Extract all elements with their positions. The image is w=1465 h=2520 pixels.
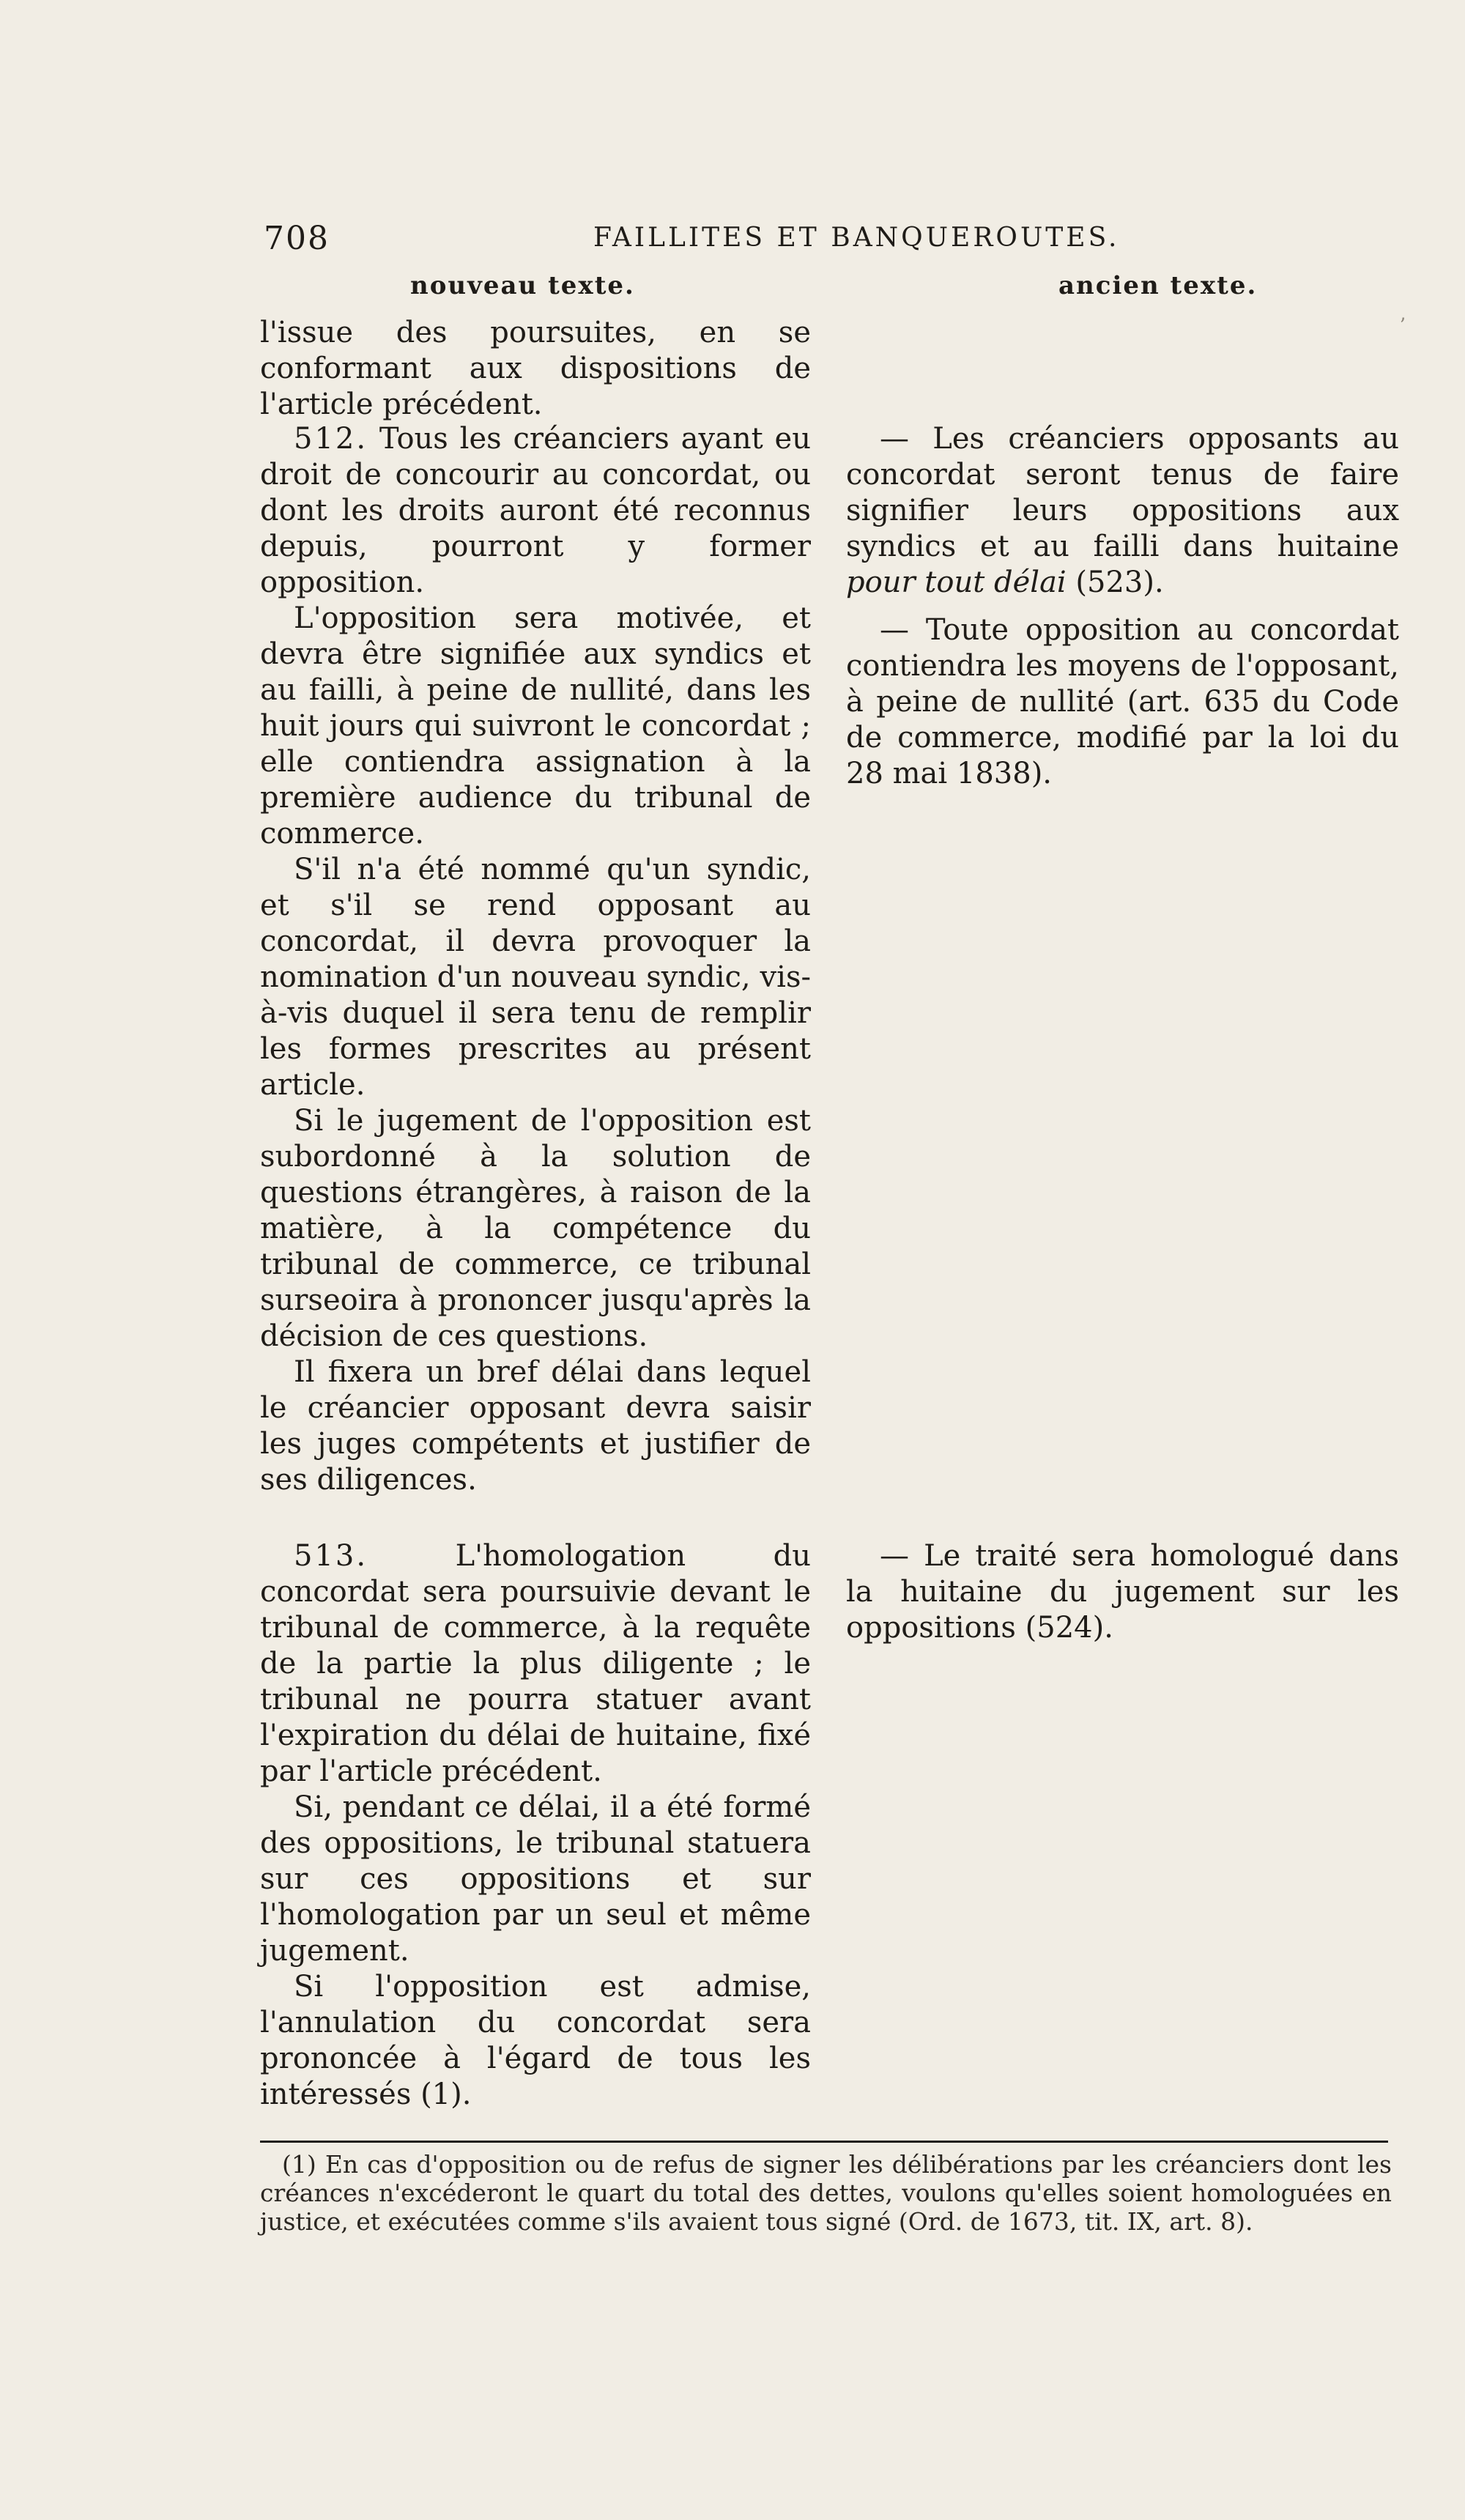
paragraph: Si, pendant ce délai, il a été formé des oppositions, le tribunal statuera sur ces oppositions et sur l'homologation par un seul et même jugement. [260,1790,811,1968]
paragraph: — Le traité sera homologué dans la huitaine du jugement sur les oppositions (524). [846,1539,1399,1645]
article-number: 512. [294,422,368,456]
left-column-article-512 [260,421,811,1498]
left-column-article-513 [260,1538,811,2113]
left-column-heading: nouveau texte. [410,271,635,300]
paragraph: S'il n'a été nommé qu'un syndic, et s'il se rend opposant au concordat, il devra provoquer la nomination d'un nouveau syndic, vis-à-vis duquel il sera tenu de remplir les formes prescrites au présent article. [260,853,811,1102]
paragraph: — Toute opposition au concordat contiendra les moyens de l'opposant, à peine de nullité (art. 635 du Code de commerce, modifié par la loi du 28 mai 1838). [846,613,1399,790]
text: — Les créanciers opposants au concordat seront tenus de faire signifier leurs oppositions aux syndics et au failli dans huitaine [846,422,1399,563]
paragraph: L'opposition sera motivée, et devra être signifiée aux syndics et au failli, à peine de nullité, dans les huit jours qui suivront le concordat ; elle contiendra assignation à la première audience du tribunal de commerce. [260,601,811,850]
article-512 [260,421,811,601]
article-text: L'homologation du concordat sera poursuivie devant le tribunal de commerce, à la requête de la partie la plus diligente ; le tribunal ne pourra statuer avant l'expiration du délai de huitaine, fixé par l'article précédent. [260,1539,811,1788]
footnote [260,2150,1392,2236]
right-column-lower [846,1538,1399,1646]
footnote-divider [260,2141,1388,2143]
ink-mark: ʼ [1399,315,1406,337]
page-header [264,220,1392,264]
paragraph: Il fixera un bref délai dans lequel le créancier opposant devra saisir les juges compétents et justifier de ses diligences. [260,1355,811,1497]
right-column-upper [846,421,1399,792]
right-column-heading: ancien texte. [1058,271,1258,300]
text: (523). [1066,566,1164,599]
article-text: Tous les créanciers ayant eu droit de concourir au concordat, ou dont les droits auront été reconnus depuis, pourront y former opposition. [260,422,811,599]
page-number: 708 [264,220,330,257]
article-number: 513. [294,1539,368,1573]
paragraph: Si l'opposition est admise, l'annulation du concordat sera prononcée à l'égard de tous les intéressés (1). [260,1970,811,2111]
footnote-text: (1) En cas d'opposition ou de refus de signer les délibérations par les créanciers dont les créances n'excéderont le quart du total des dettes, voulons qu'elles soient homologuées en justice, et exécutées comme s'ils avaient tous signé (Ord. de 1673, tit. IX, art. 8). [260,2150,1392,2236]
running-title: FAILLITES ET BANQUEROUTES. [593,223,1120,253]
left-column-top [260,315,811,423]
article-513 [260,1538,811,1790]
italic-text: pour tout délai [846,566,1067,599]
paragraph: l'issue des poursuites, en se conformant aux dispositions de l'article précédent. [260,316,811,421]
paragraph [846,421,1399,601]
paragraph: Si le jugement de l'opposition est subordonné à la solution de questions étrangères, à raison de la matière, à la compétence du tribunal de commerce, ce tribunal surseoira à prononcer jusqu'après la décision de ces questions. [260,1104,811,1353]
